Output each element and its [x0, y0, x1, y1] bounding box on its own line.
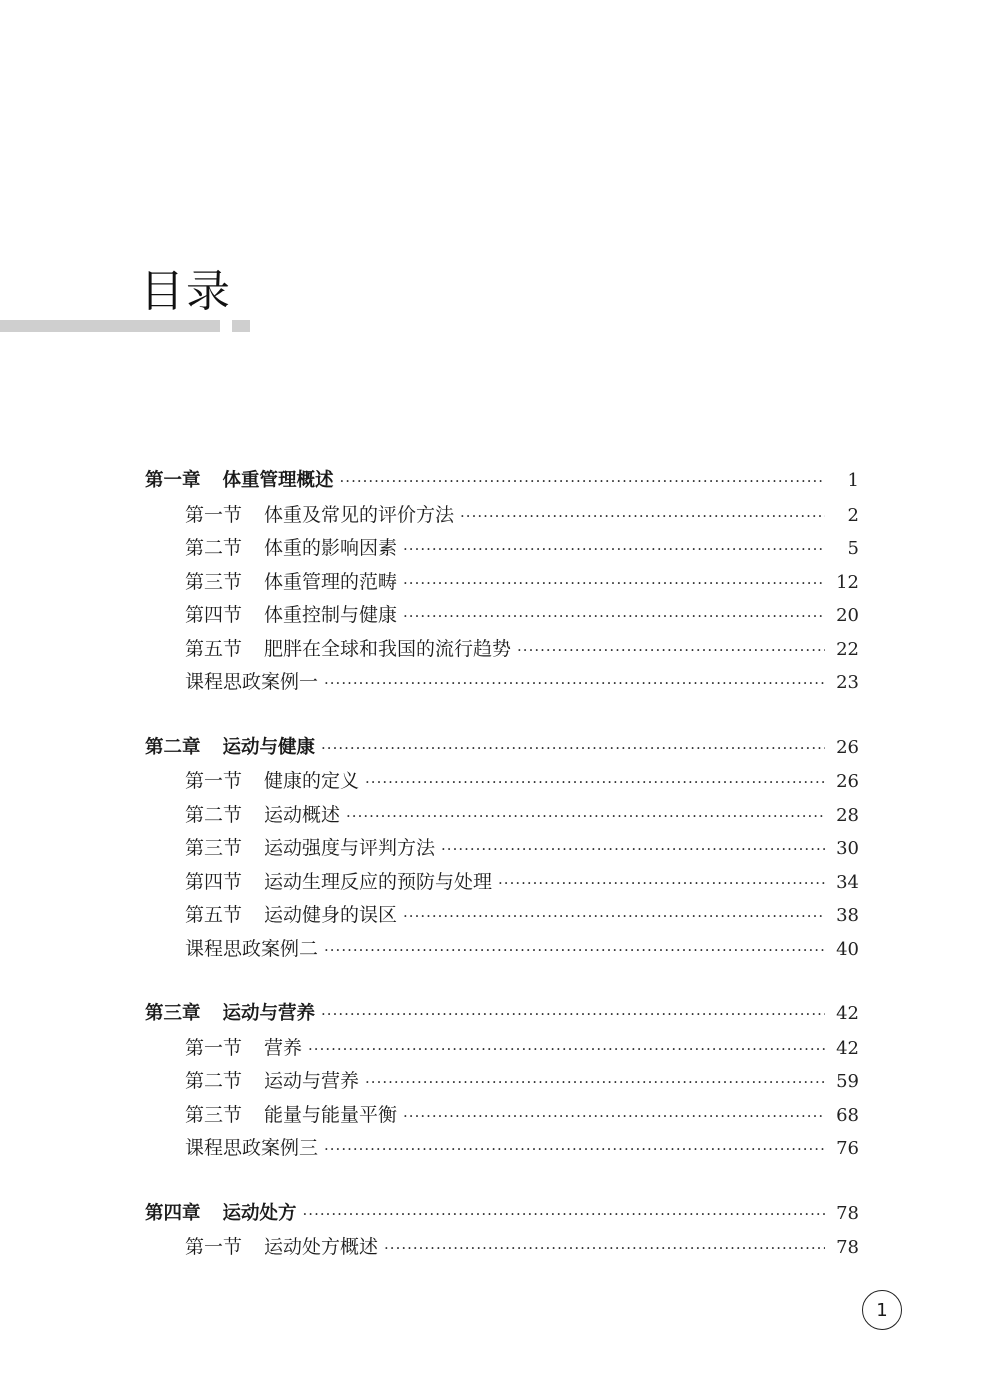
dot-leader [308, 1040, 825, 1058]
dot-leader [441, 840, 825, 858]
page-ref: 26 [836, 736, 859, 758]
toc-entry-section[interactable] [145, 1100, 859, 1134]
toc-entry-chapter[interactable] [145, 733, 859, 767]
dot-leader [403, 540, 825, 558]
page-ref: 28 [836, 804, 859, 826]
dot-leader [403, 607, 825, 625]
page-ref: 38 [836, 905, 859, 926]
dot-leader [403, 1107, 825, 1125]
page-ref: 2 [847, 504, 859, 526]
page-ref: 76 [836, 1138, 859, 1159]
dot-leader [403, 907, 825, 925]
chapter-label: 第二章 [145, 736, 201, 758]
page-ref: 23 [836, 672, 859, 693]
dot-leader [365, 773, 825, 791]
section-title: 能量与能量平衡 [264, 1103, 398, 1126]
dot-leader [498, 874, 825, 892]
toc-entry-case-study[interactable] [145, 667, 859, 701]
page-ref: 40 [836, 938, 859, 960]
page-ref: 30 [836, 838, 859, 859]
dot-leader [517, 641, 825, 659]
section-label: 第二节 [185, 537, 243, 559]
title-underline-bar [0, 320, 220, 332]
page-ref: 5 [847, 538, 859, 559]
section-title: 运动生理反应的预防与处理 [264, 870, 493, 893]
section-label: 第五节 [185, 637, 243, 660]
page-ref: 78 [836, 1237, 859, 1258]
section-label: 第四节 [185, 870, 243, 893]
section-title: 运动健身的误区 [264, 904, 398, 926]
page-ref: 22 [836, 638, 859, 660]
dot-leader [460, 507, 825, 525]
section-title: 运动与营养 [264, 1070, 360, 1092]
chapter-label: 第三章 [145, 1003, 201, 1024]
case-study-title: 课程思政案例一 [185, 671, 319, 693]
toc-entry-section[interactable] [145, 833, 859, 867]
section-title: 体重控制与健康 [264, 604, 398, 626]
chapter-title: 运动与营养 [222, 1003, 316, 1024]
section-title: 体重管理的范畴 [264, 570, 398, 593]
chapter-title: 运动处方 [222, 1202, 297, 1224]
chapter-1 [145, 466, 859, 701]
toc-entry-section[interactable] [145, 533, 859, 567]
section-label: 第二节 [185, 1070, 243, 1092]
dot-leader [324, 674, 825, 692]
chapter-2 [145, 733, 859, 968]
case-study-title: 课程思政案例二 [185, 937, 319, 960]
section-label: 第三节 [185, 570, 243, 593]
chapter-title: 运动与健康 [222, 736, 316, 758]
page-ref: 42 [836, 1003, 859, 1024]
dot-leader [321, 1005, 825, 1023]
toc-entry-section[interactable] [145, 500, 859, 534]
page-number: 1 [876, 1299, 888, 1321]
toc-entry-section[interactable] [145, 567, 859, 601]
section-label: 第三节 [185, 1103, 243, 1126]
page-ref: 42 [836, 1037, 859, 1059]
toc-entry-section[interactable] [145, 1066, 859, 1100]
section-title: 营养 [264, 1036, 303, 1059]
section-title: 运动概述 [264, 803, 341, 826]
toc-entry-section[interactable] [145, 634, 859, 668]
toc-entry-case-study[interactable] [145, 934, 859, 968]
section-label: 第三节 [185, 837, 243, 859]
section-label: 第一节 [185, 503, 243, 526]
section-label: 第一节 [185, 1236, 243, 1258]
toc-entry-chapter[interactable] [145, 466, 859, 500]
dot-leader [346, 807, 825, 825]
case-study-title: 课程思政案例三 [185, 1137, 319, 1159]
section-label: 第一节 [185, 1036, 243, 1059]
chapter-title: 体重管理概述 [222, 470, 334, 491]
toc-entry-chapter[interactable] [145, 1199, 859, 1233]
toc-entry-section[interactable] [145, 600, 859, 634]
dot-leader [340, 472, 825, 490]
section-title: 肥胖在全球和我国的流行趋势 [264, 637, 512, 660]
toc-entry-section[interactable] [145, 766, 859, 800]
section-title: 运动处方概述 [264, 1236, 379, 1258]
section-title: 健康的定义 [264, 770, 360, 792]
dot-leader [324, 941, 825, 959]
page-ref: 1 [847, 470, 859, 491]
section-label: 第五节 [185, 904, 243, 926]
page-number-badge [862, 1290, 902, 1330]
title-underline-accent [232, 320, 250, 332]
dot-leader [324, 1140, 825, 1158]
toc-entry-section[interactable] [145, 900, 859, 934]
section-title: 体重的影响因素 [264, 537, 398, 559]
page-title: 目录 [140, 266, 232, 317]
section-label: 第四节 [185, 604, 243, 626]
page-ref: 20 [836, 605, 859, 626]
chapter-label: 第四章 [145, 1202, 201, 1224]
toc-entry-case-study[interactable] [145, 1133, 859, 1167]
dot-leader [365, 1073, 825, 1091]
toc-entry-section[interactable] [145, 800, 859, 834]
page-ref: 68 [836, 1104, 859, 1126]
dot-leader [403, 574, 825, 592]
toc-entry-chapter[interactable] [145, 999, 859, 1033]
page-ref: 59 [836, 1071, 859, 1092]
section-title: 体重及常见的评价方法 [264, 503, 455, 526]
page-ref: 26 [836, 771, 859, 792]
section-title: 运动强度与评判方法 [264, 837, 436, 859]
toc-entry-section[interactable] [145, 1232, 859, 1266]
dot-leader [321, 739, 825, 757]
chapter-3 [145, 999, 859, 1167]
table-of-contents [145, 466, 859, 1298]
chapter-4 [145, 1199, 859, 1266]
chapter-label: 第一章 [145, 470, 201, 491]
page-ref: 78 [836, 1202, 859, 1224]
section-label: 第二节 [185, 803, 243, 826]
dot-leader [384, 1239, 825, 1257]
page-ref: 34 [836, 871, 859, 893]
page-ref: 12 [836, 571, 859, 593]
toc-entry-section[interactable] [145, 1033, 859, 1067]
dot-leader [303, 1205, 825, 1223]
section-label: 第一节 [185, 770, 243, 792]
toc-entry-section[interactable] [145, 867, 859, 901]
